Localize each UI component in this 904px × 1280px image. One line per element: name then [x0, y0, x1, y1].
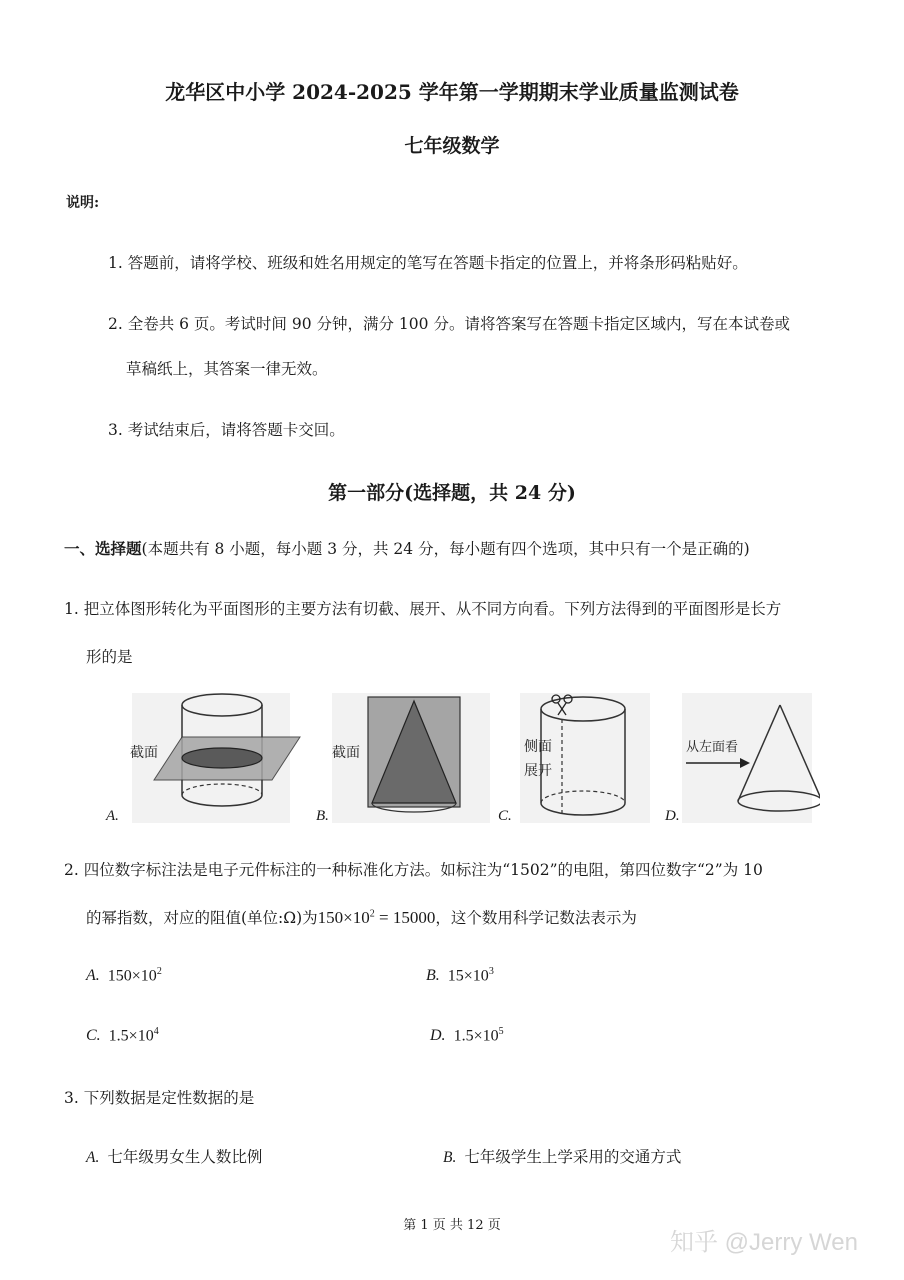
page-footer: 第 1 页 共 12 页 — [403, 1218, 501, 1233]
instruction-item-3: 3. 考试结束后，请将答题卡交回。 — [108, 421, 345, 439]
figure-b-caption: 截面 — [332, 745, 360, 761]
q1-stem-line-2: 形的是 — [86, 648, 133, 666]
figure-b-label: B. — [316, 808, 329, 824]
option-exponent: 5 — [498, 1026, 504, 1037]
option-value: 1.5×10 — [108, 1027, 154, 1045]
q2-stem-post: ，这个数用科学记数法表示为 — [435, 909, 637, 927]
q2-math-result: = 15000 — [374, 908, 436, 927]
q2-math-expression — [318, 908, 436, 927]
q2-option-c[interactable] — [86, 1026, 159, 1045]
figure-a-caption: 截面 — [130, 745, 158, 761]
q2-option-b[interactable] — [426, 966, 494, 985]
figure-d-label: D. — [665, 808, 680, 824]
option-value: 150×10 — [107, 967, 157, 985]
q1-stem-line-1: 1. 把立体图形转化为平面图形的主要方法有切截、展开、从不同方向看。下列方法得到的平面图形是长方 — [64, 600, 782, 618]
instructions-heading: 说明: — [66, 195, 100, 211]
section-1-description: (本题共有 8 小题，每小题 3 分，共 24 分，每小题有四个选项，其中只有一个是正确的) — [141, 540, 750, 558]
option-text: 七年级学生上学采用的交通方式 — [464, 1148, 682, 1166]
q1-figures — [100, 685, 820, 830]
part-1-heading: 第一部分(选择题，共 24 分) — [328, 482, 576, 504]
instruction-item-1: 1. 答题前，请将学校、班级和姓名用规定的笔写在答题卡指定的位置上，并将条形码粘贴好。 — [108, 254, 748, 272]
q2-stem-line-1: 2. 四位数字标注法是电子元件标注的一种标准化方法。如标注为“1502”的电阻，第四位数字“2”为 10 — [64, 861, 763, 879]
q2-option-d[interactable] — [430, 1026, 504, 1045]
q3-option-b[interactable] — [443, 1145, 681, 1167]
instruction-item-2-line-1: 2. 全卷共 6 页。考试时间 90 分钟，满分 100 分。请将答案写在答题卡指定区域内，写在本试卷或 — [108, 315, 790, 333]
q2-math-exponent: 2 — [369, 908, 375, 920]
option-label: A. — [86, 967, 100, 985]
q2-stem-pre: 的幂指数，对应的阻值(单位:Ω)为 — [86, 909, 318, 927]
instruction-item-2-line-2: 草稿纸上，其答案一律无效。 — [126, 360, 328, 378]
figure-c-caption-2: 展开 — [524, 763, 552, 779]
figure-a-cylinder-cross-section — [130, 693, 300, 823]
option-text: 七年级男女生人数比例 — [107, 1148, 263, 1166]
q3-option-a[interactable] — [86, 1145, 262, 1167]
option-value: 15×10 — [447, 967, 489, 985]
figure-c-label: C. — [498, 808, 512, 824]
figure-b-cone-cross-section — [332, 693, 490, 823]
figure-c-caption-1: 侧面 — [524, 739, 552, 755]
exam-title: 龙华区中小学 2024-2025 学年第一学期期末学业质量监测试卷 — [165, 80, 739, 104]
option-label: C. — [86, 1027, 101, 1045]
option-label: B. — [426, 967, 440, 985]
figure-d-cone-left-view — [682, 693, 820, 823]
option-label: D. — [430, 1027, 446, 1045]
watermark: 知乎 @Jerry Wen — [670, 1229, 858, 1256]
q3-stem: 3. 下列数据是定性数据的是 — [64, 1089, 255, 1107]
option-value: 1.5×10 — [453, 1027, 499, 1045]
figure-a-label: A. — [106, 808, 119, 824]
exam-subtitle: 七年级数学 — [404, 135, 500, 157]
q2-option-a[interactable] — [86, 966, 162, 985]
option-label: B. — [443, 1149, 457, 1166]
section-1-bold: 一、选择题 — [64, 539, 142, 558]
option-exponent: 4 — [153, 1026, 159, 1037]
option-exponent: 2 — [156, 966, 162, 977]
option-label: A. — [86, 1149, 100, 1166]
q2-math-base: 150×10 — [317, 908, 370, 927]
section-1-heading — [64, 537, 750, 559]
figure-c-cylinder-lateral-unfold — [520, 693, 650, 823]
q2-stem-line-2 — [86, 906, 637, 928]
option-exponent: 3 — [488, 966, 494, 977]
figure-d-caption: 从左面看 — [686, 740, 739, 755]
